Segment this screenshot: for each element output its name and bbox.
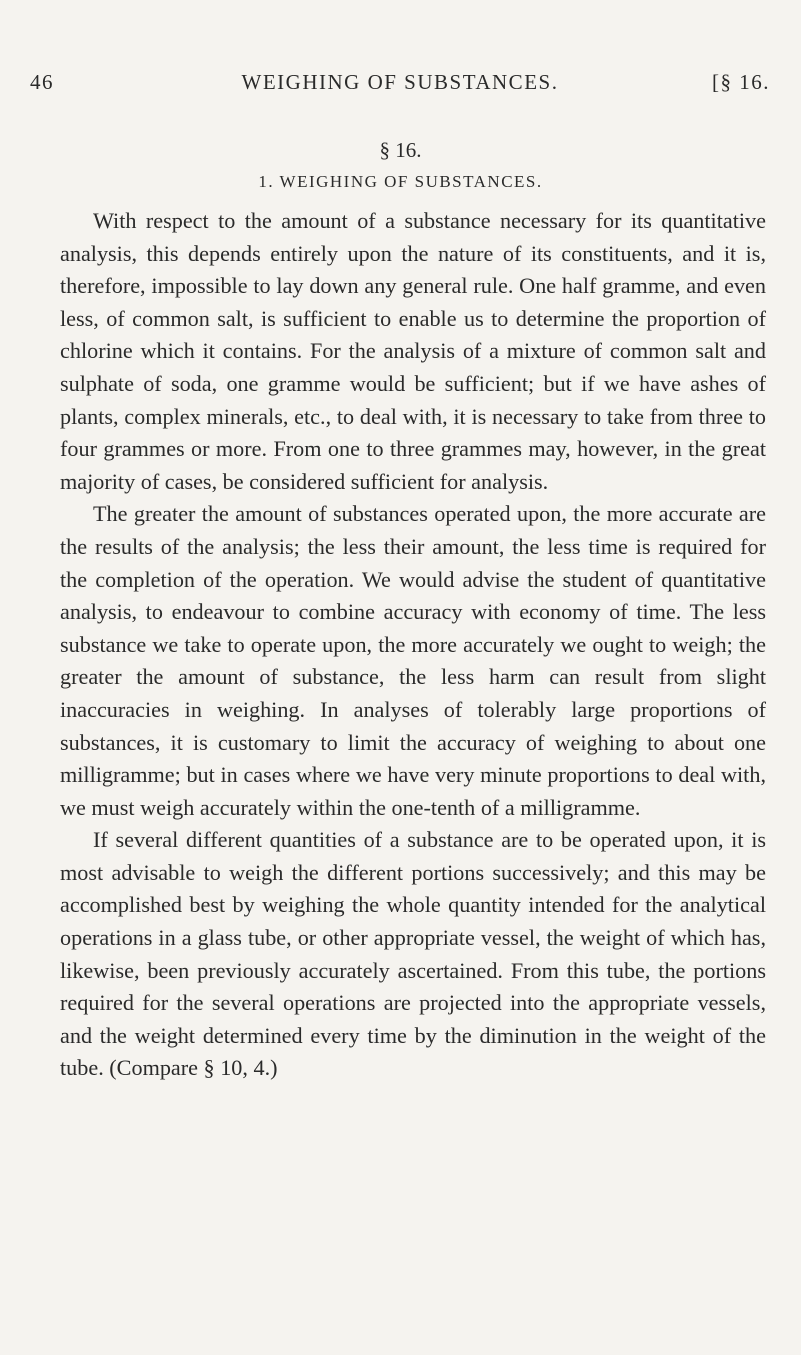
body-text: [60, 205, 766, 1085]
section-number: § 16.: [379, 138, 422, 162]
page-number: 46: [30, 70, 54, 94]
section-subheading: 1. WEIGHING OF SUBSTANCES.: [258, 172, 543, 191]
paragraph-2: The greater the amount of substances operated upon, the more accurate are the results of the analysis; the less their amount, the less time is required for the completion of the operation. We would advise the student of quantitative analysis, to endeavour to combine accuracy with economy of time. The less substance we take to operate upon, the more accurately we ought to weigh; the greater the amount of substance, the less harm can result from slight inaccuracies in weighing. In analyses of tolerably large proportions of substances, it is customary to limit the accuracy of weighing to about one milligramme; but in cases where we have very minute proportions to deal with, we must weigh accurately within the one-tenth of a milligramme.: [60, 501, 766, 820]
paragraph-3: If several different quantities of a substance are to be operated upon, it is most advisable to weigh the different portions successively; and this may be accomplished best by weighing the whole quantity intended for the analytical operations in a glass tube, or other appropriate vessel, the weight of which has, likewise, been previously accurately ascertained. From this tube, the portions required for the several operations are projected into the appropriate vessels, and the weight determined every time by the diminution in the weight of the tube. (Compare § 10, 4.): [60, 827, 766, 1081]
running-title: WEIGHING OF SUBSTANCES.: [241, 70, 559, 94]
paragraph-1: With respect to the amount of a substance necessary for its quantitative analysis, this depends entirely upon the nature of its constituents, and it is, therefore, impossible to lay down any general rule. One half gramme, and even less, of common salt, is sufficient to enable us to determine the proportion of chlorine which it contains. For the analysis of a mixture of common salt and sulphate of soda, one gramme would be sufficient; but if we have ashes of plants, complex minerals, etc., to deal with, it is necessary to take from three to four grammes or more. From one to three grammes may, however, in the great majority of cases, be considered sufficient for analysis.: [60, 208, 766, 494]
section-reference: [§ 16.: [712, 70, 770, 94]
running-header: [30, 70, 770, 98]
